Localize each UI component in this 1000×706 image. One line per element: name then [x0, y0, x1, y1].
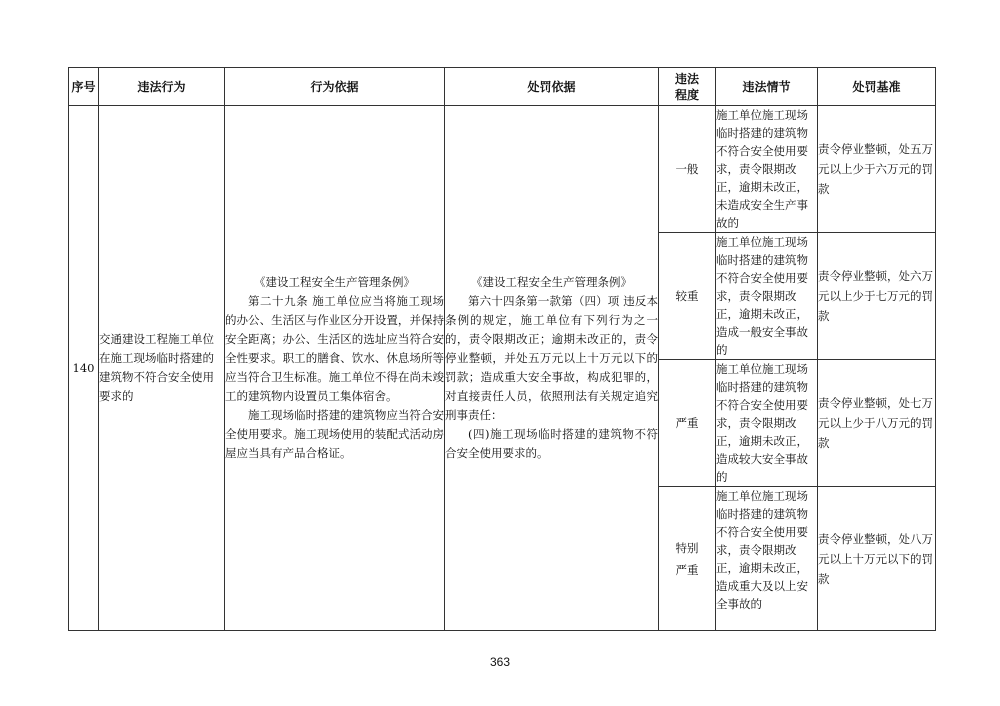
- header-degree: 违法程度: [659, 68, 716, 106]
- header-penalty-basis: 处罚依据: [445, 68, 659, 106]
- degree-cell: 一般: [659, 106, 716, 233]
- penalty-basis-title: 《建设工程安全生产管理条例》: [471, 275, 632, 289]
- row-penalty-basis: [445, 106, 659, 631]
- penalty-basis-para2: (四)施工现场临时搭建的建筑物不符合安全使用要求的。: [445, 427, 658, 460]
- degree-cell: 严重: [659, 360, 716, 487]
- header-circumstance: 违法情节: [716, 68, 818, 106]
- row-violation: 交通建设工程施工单位在施工现场临时搭建的建筑物不符合安全使用要求的: [99, 106, 225, 631]
- header-violation: 违法行为: [99, 68, 225, 106]
- circumstance-cell: 施工单位施工现场临时搭建的建筑物不符合安全使用要求，责令限期改正，逾期未改正，造成较大安全事故的: [716, 360, 818, 487]
- header-standard: 处罚基准: [818, 68, 936, 106]
- row-seq: 140: [69, 106, 99, 631]
- table-row: [69, 106, 936, 233]
- page-number: 363: [489, 655, 511, 669]
- basis-title: 《建设工程安全生产管理条例》: [254, 275, 415, 289]
- header-seq: 序号: [69, 68, 99, 106]
- row-basis: [225, 106, 445, 631]
- basis-para1: 第二十九条 施工单位应当将施工现场的办公、生活区与作业区分开设置，并保持安全距离；办公、生活区的选址应当符合安全性要求。职工的膳食、饮水、休息场所等应当符合卫生标准。施工单位不得在尚未竣工的建筑物内设置员工集体宿舍。: [225, 294, 444, 403]
- standard-cell: 责令停业整顿，处八万元以上十万元以下的罚款: [818, 487, 936, 631]
- degree-cell: 较重: [659, 233, 716, 360]
- circumstance-cell: 施工单位施工现场临时搭建的建筑物不符合安全使用要求，责令限期改正，逾期未改正，未造成安全生产事故的: [716, 106, 818, 233]
- circumstance-cell: 施工单位施工现场临时搭建的建筑物不符合安全使用要求，责令限期改正，逾期未改正，造成一般安全事故的: [716, 233, 818, 360]
- circumstance-cell: 施工单位施工现场临时搭建的建筑物不符合安全使用要求，责令限期改正，逾期未改正，造成重大及以上安全事故的: [716, 487, 818, 631]
- header-row: [69, 68, 936, 106]
- basis-para2: 施工现场临时搭建的建筑物应当符合安全使用要求。施工现场使用的装配式活动房屋应当具有产品合格证。: [225, 408, 444, 460]
- header-basis: 行为依据: [225, 68, 445, 106]
- degree-cell: 特别严重: [659, 487, 716, 631]
- standard-cell: 责令停业整顿，处六万元以上少于七万元的罚款: [818, 233, 936, 360]
- penalty-basis-para1: 第六十四条第一款第（四）项 违反本条例的规定，施工单位有下列行为之一的，责令限期改正；逾期未改正的，责令停业整顿，并处五万元以上十万元以下的罚款；造成重大安全事故，构成犯罪的，对直接责任人员，依照刑法有关规定追究刑事责任：: [445, 294, 658, 422]
- standard-cell: 责令停业整顿，处五万元以上少于六万元的罚款: [818, 106, 936, 233]
- standard-cell: 责令停业整顿，处七万元以上少于八万元的罚款: [818, 360, 936, 487]
- penalty-table: [68, 67, 936, 631]
